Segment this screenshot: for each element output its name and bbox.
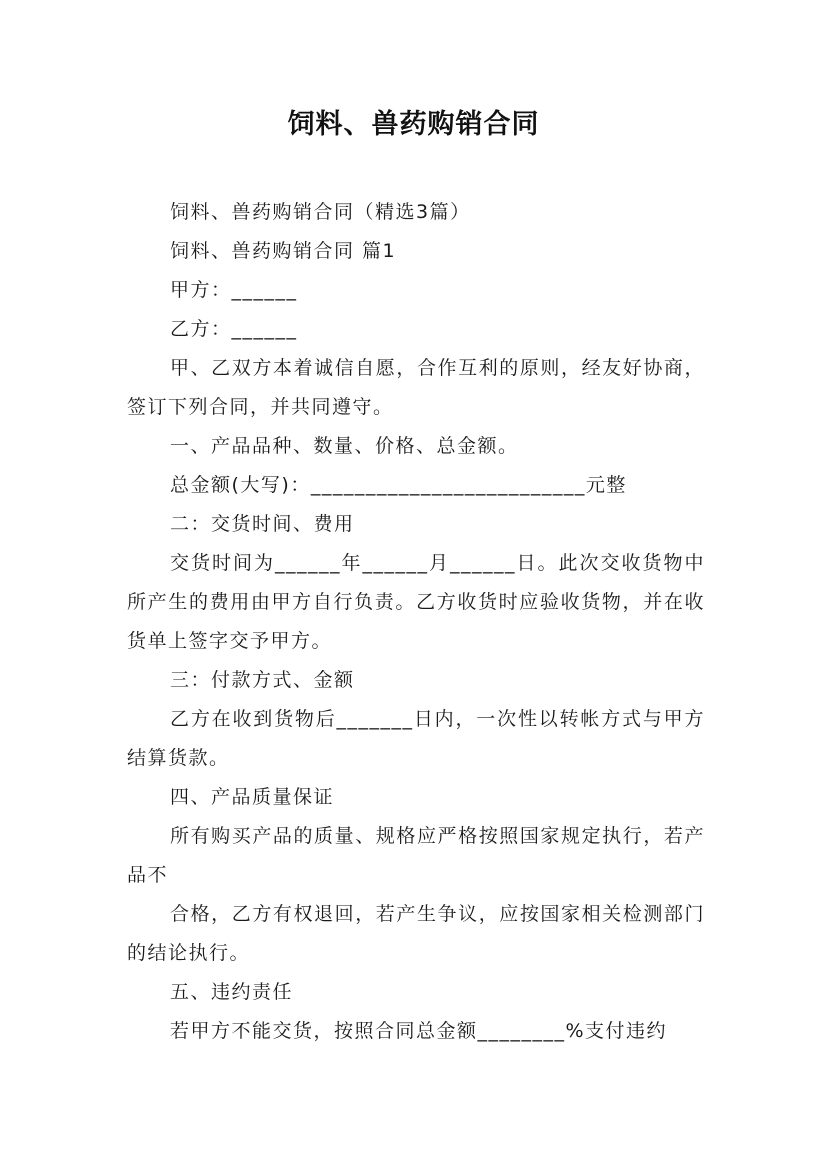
paragraph-subtitle: 饲料、兽药购销合同（精选3篇） — [170, 201, 471, 223]
clause-5-text: 若甲方不能交货，按照合同总金额________%支付违约 — [170, 1020, 668, 1042]
clause-4-text-b: 合格，乙方有权退回，若产生争议，应按国家相关检测部门的结论执行。 — [127, 903, 705, 964]
party-b-line: 乙方：______ — [170, 318, 298, 340]
clause-5-heading: 五、违约责任 — [170, 981, 294, 1003]
total-amount-line: 总金额(大写)：_________________________元整 — [170, 474, 627, 496]
party-a-line: 甲方：______ — [170, 279, 298, 301]
clause-3-heading: 三：付款方式、金额 — [170, 669, 355, 691]
document-body — [127, 193, 705, 1051]
clause-1-heading: 一、产品品种、数量、价格、总金额。 — [170, 435, 519, 457]
clause-4-heading: 四、产品质量保证 — [170, 786, 335, 808]
clause-2-heading: 二：交货时间、费用 — [170, 513, 355, 535]
clause-2-text: 交货时间为______年______月______日。此次交收货物中所产生的费用由甲方自行负责。乙方收货时应验收货物，并在收货单上签字交予甲方。 — [127, 552, 705, 652]
clause-4-text-a: 所有购买产品的质量、规格应严格按照国家规定执行，若产品不 — [127, 825, 705, 886]
paragraph-preamble: 甲、乙双方本着诚信自愿，合作互利的原则，经友好协商，签订下列合同，并共同遵守。 — [127, 357, 705, 418]
clause-3-text: 乙方在收到货物后_______日内，一次性以转帐方式与甲方结算货款。 — [127, 708, 705, 769]
paragraph-section-heading: 饲料、兽药购销合同 篇1 — [170, 240, 397, 262]
document-title: 饲料、兽药购销合同 — [287, 109, 540, 140]
